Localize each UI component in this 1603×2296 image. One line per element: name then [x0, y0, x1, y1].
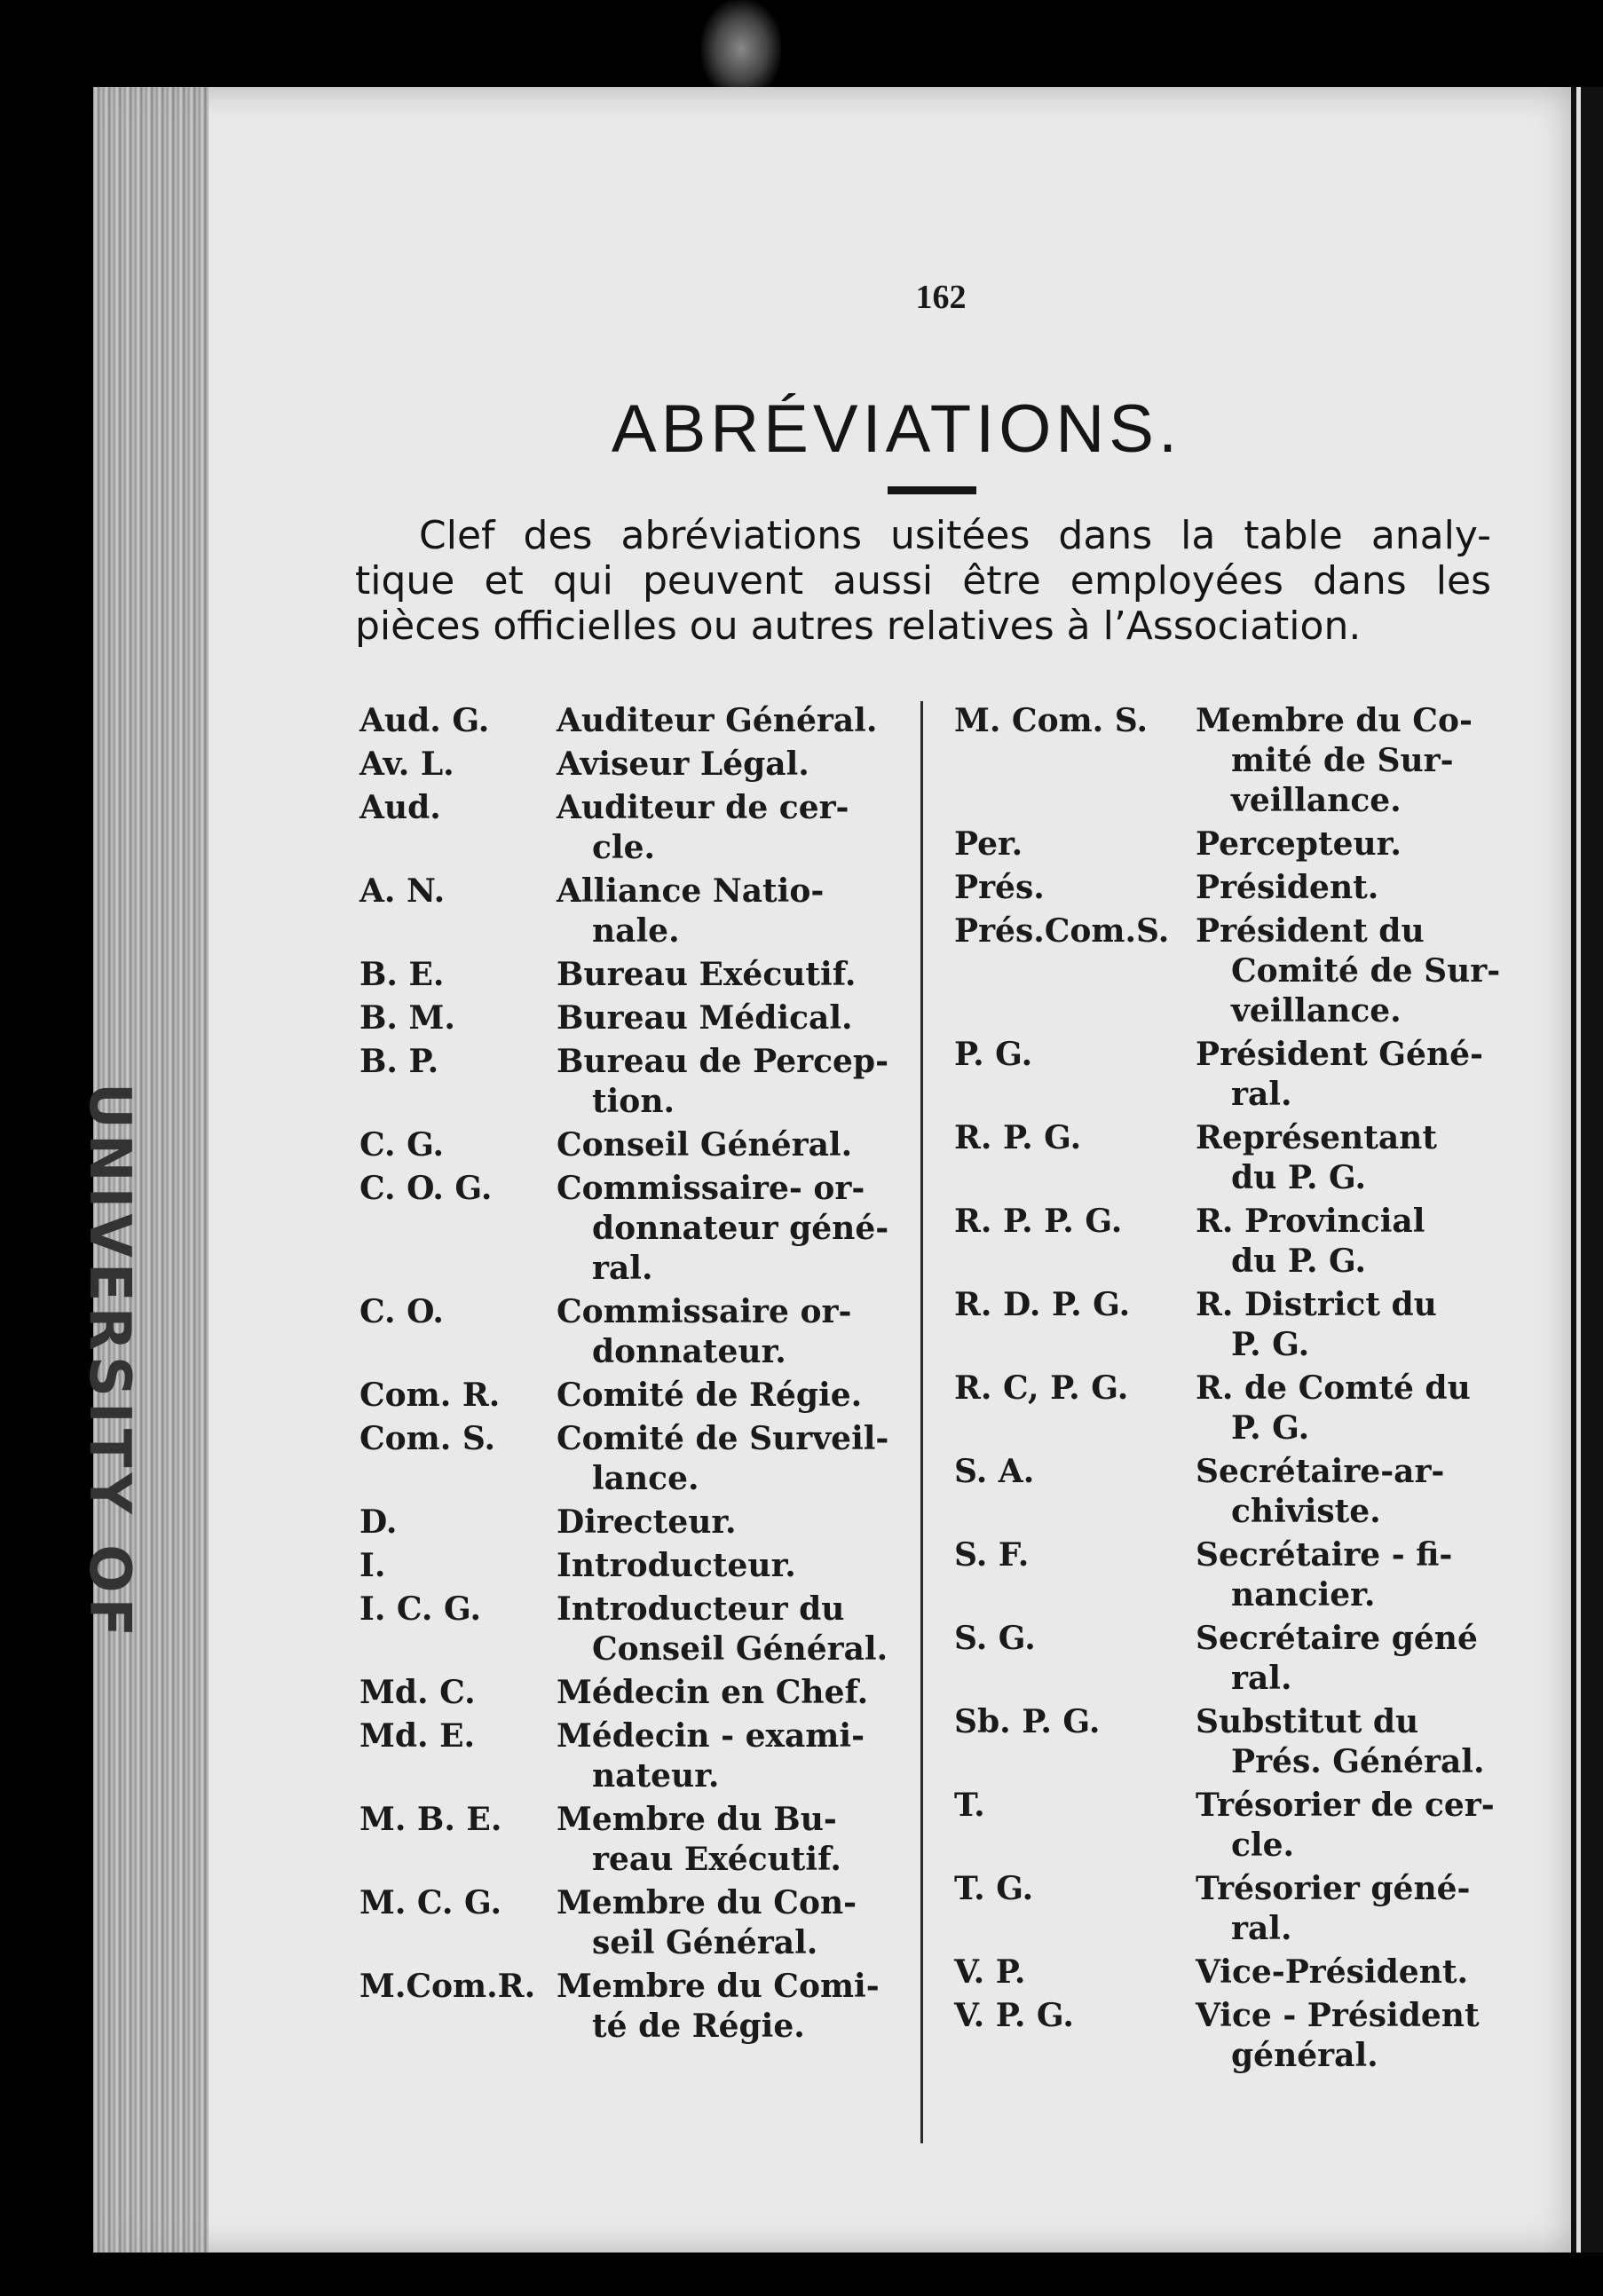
- abbreviation-code: Prés.: [954, 869, 1045, 906]
- abbreviation-entry: [954, 1035, 1491, 1115]
- definition-line: té de Régie.: [592, 2008, 805, 2045]
- abbreviation-code: M. B. E.: [359, 1801, 502, 1838]
- definition-line: Percepteur.: [1196, 825, 1402, 863]
- definition-line: Secrétaire-ar-: [1196, 1453, 1445, 1490]
- intro-line: pièces officielles ou autres relatives à l’Association.: [355, 604, 1362, 649]
- abbreviation-code: S. F.: [954, 1536, 1030, 1574]
- abbreviation-entry: [359, 1883, 905, 1963]
- abbreviation-definition: [557, 745, 905, 785]
- abbreviation-entry: [359, 1169, 905, 1289]
- abbreviation-code: Per.: [954, 825, 1023, 863]
- definition-line: cle.: [592, 829, 656, 866]
- scan-stain: [701, 0, 781, 98]
- definition-line: Commissaire or-: [557, 1293, 852, 1330]
- definition-line: Bureau Exécutif.: [557, 956, 857, 993]
- abbreviation-code: Aud.: [359, 789, 441, 826]
- abbreviation-code: Md. C.: [359, 1674, 476, 1711]
- definition-line: Membre du Bu-: [557, 1801, 837, 1838]
- abbreviation-definition: [557, 1883, 905, 1963]
- abbreviation-code: M. Com. S.: [954, 702, 1148, 739]
- definition-line: Alliance Natio-: [557, 872, 825, 910]
- abbreviation-definition: [557, 1169, 905, 1289]
- definition-line: nale.: [592, 912, 680, 950]
- definition-line: Comité de Sur-: [1231, 952, 1501, 990]
- abbreviation-entry: [359, 1292, 905, 1372]
- definition-line: reau Exécutif.: [592, 1841, 841, 1878]
- abbreviation-definition: [1196, 1619, 1491, 1699]
- abbreviation-code: A. N.: [359, 872, 446, 910]
- abbreviation-entry: [359, 1376, 905, 1416]
- definition-line: Vice-Président.: [1196, 1953, 1469, 1991]
- definition-line: Auditeur de cer-: [557, 789, 849, 826]
- abbreviation-code: Com. R.: [359, 1377, 501, 1414]
- definition-line: Conseil Général.: [557, 1126, 853, 1164]
- abbreviation-code: Md. E.: [359, 1717, 476, 1755]
- definition-line: seil Général.: [592, 1924, 818, 1961]
- abbreviation-entry: [359, 1967, 905, 2047]
- abbreviation-code: C. O. G.: [359, 1170, 493, 1207]
- definition-line: Substitut du: [1196, 1703, 1419, 1740]
- definition-line: R. District du: [1196, 1286, 1437, 1323]
- abbreviation-entry: [954, 1118, 1491, 1198]
- abbreviation-code: C. G.: [359, 1126, 445, 1164]
- abbreviation-definition: [557, 1125, 905, 1165]
- abbreviation-entry: [359, 1590, 905, 1669]
- abbreviation-definition: [1196, 1035, 1491, 1115]
- abbreviation-column-right: [954, 701, 1501, 2079]
- abbreviation-code: Com. S.: [359, 1420, 496, 1457]
- definition-line: ral.: [1231, 1910, 1292, 1947]
- abbreviation-entry: [954, 1285, 1491, 1365]
- abbreviation-definition: [1196, 701, 1491, 821]
- abbreviation-entry: [359, 1419, 905, 1499]
- abbreviation-definition: [557, 1800, 905, 1880]
- abbreviation-definition: [557, 1292, 905, 1372]
- page-number: 162: [915, 279, 967, 316]
- abbreviation-entry: [359, 1716, 905, 1796]
- abbreviation-definition: [1196, 825, 1491, 864]
- abbreviation-code: R. C, P. G.: [954, 1369, 1129, 1407]
- definition-line: Prés. Général.: [1231, 1743, 1485, 1780]
- abbreviation-code: M.Com.R.: [359, 1968, 536, 2005]
- page-edge-line: [1576, 87, 1581, 2253]
- abbreviation-definition: [1196, 1702, 1491, 1782]
- abbreviation-definition: [1196, 1285, 1491, 1365]
- abbreviation-definition: [557, 1376, 905, 1416]
- abbreviation-code: T. G.: [954, 1870, 1034, 1907]
- definition-line: chiviste.: [1231, 1493, 1381, 1530]
- abbreviation-code: M. C. G.: [359, 1884, 501, 1921]
- definition-line: Aviseur Légal.: [557, 746, 809, 783]
- abbreviation-column-left: [359, 701, 905, 2050]
- abbreviation-code: D.: [359, 1503, 398, 1541]
- abbreviation-definition: [557, 1590, 905, 1669]
- intro-paragraph: [355, 513, 1491, 649]
- definition-line: Comité de Régie.: [557, 1377, 863, 1414]
- abbreviation-code: R. D. P. G.: [954, 1286, 1131, 1323]
- definition-line: R. Provincial: [1196, 1203, 1425, 1240]
- abbreviation-entry: [359, 998, 905, 1038]
- definition-line: donnateur.: [592, 1333, 786, 1370]
- abbreviation-definition: [557, 1546, 905, 1586]
- abbreviation-definition: [1196, 1953, 1491, 1992]
- definition-line: Commissaire- or-: [557, 1170, 865, 1207]
- abbreviation-entry: [359, 955, 905, 995]
- abbreviation-entry: [954, 1786, 1495, 1866]
- definition-line: Président du: [1196, 912, 1425, 950]
- abbreviation-definition: [1196, 868, 1491, 908]
- spine-stamp: UNIVERSITY OF: [76, 1083, 142, 1643]
- definition-line: cle.: [1231, 1827, 1295, 1864]
- definition-line: R. de Comté du: [1196, 1369, 1471, 1407]
- definition-line: Représentant: [1196, 1119, 1437, 1156]
- definition-line: Médecin en Chef.: [557, 1674, 869, 1711]
- definition-line: Secrétaire géné: [1196, 1620, 1478, 1657]
- abbreviation-code: Sb. P. G.: [954, 1703, 1101, 1740]
- definition-line: Bureau de Percep-: [557, 1043, 889, 1080]
- abbreviation-code: Prés.Com.S.: [954, 912, 1170, 950]
- definition-line: Vice - Président: [1196, 1997, 1480, 2034]
- abbreviation-code: V. P.: [954, 1953, 1026, 1991]
- abbreviation-definition: [557, 788, 905, 868]
- definition-line: P. G.: [1231, 1326, 1310, 1363]
- definition-line: Conseil Général.: [592, 1630, 888, 1668]
- abbreviation-definition: [557, 1967, 905, 2047]
- abbreviation-code: R. P. G.: [954, 1119, 1082, 1156]
- abbreviation-definition: [557, 1673, 905, 1713]
- page-title: ABRÉVIATIONS.: [611, 391, 1182, 467]
- abbreviation-entry: [359, 745, 905, 785]
- abbreviation-entry: [359, 1673, 905, 1713]
- abbreviation-definition: [1196, 1452, 1491, 1532]
- abbreviation-code: S. G.: [954, 1620, 1036, 1657]
- abbreviation-entry: [954, 1202, 1491, 1282]
- abbreviation-definition: [1196, 1786, 1495, 1866]
- definition-line: nancier.: [1231, 1576, 1376, 1614]
- abbreviation-code: P. G.: [954, 1036, 1033, 1073]
- definition-line: veillance.: [1231, 782, 1402, 819]
- abbreviation-entry: [359, 1125, 905, 1165]
- definition-line: du P. G.: [1231, 1243, 1367, 1280]
- abbreviation-entry: [954, 868, 1491, 908]
- abbreviation-entry: [954, 1619, 1491, 1699]
- abbreviation-definition: [1196, 1996, 1491, 2076]
- definition-line: veillance.: [1231, 992, 1402, 1030]
- definition-line: Secrétaire - fi-: [1196, 1536, 1453, 1574]
- abbreviation-definition: [1196, 1369, 1491, 1448]
- definition-line: mité de Sur-: [1231, 742, 1454, 779]
- abbreviation-entry: [359, 1546, 905, 1586]
- intro-line: Clef des abréviations usitées dans la table analy-: [419, 513, 1491, 558]
- abbreviation-definition: [557, 998, 905, 1038]
- abbreviation-entry: [954, 1953, 1491, 1992]
- definition-line: P. G.: [1231, 1409, 1310, 1447]
- abbreviation-entry: [359, 1503, 905, 1543]
- abbreviation-code: B. P.: [359, 1043, 439, 1080]
- definition-line: tion.: [592, 1083, 675, 1120]
- abbreviation-definition: [557, 955, 905, 995]
- abbreviation-definition: [1196, 1535, 1491, 1615]
- abbreviation-code: T.: [954, 1787, 985, 1824]
- definition-line: ral.: [1231, 1660, 1292, 1697]
- abbreviation-entry: [954, 1452, 1491, 1532]
- abbreviation-entry: [954, 1702, 1491, 1782]
- abbreviation-code: B. E.: [359, 956, 445, 993]
- abbreviation-code: R. P. P. G.: [954, 1203, 1123, 1240]
- definition-line: Introducteur du: [557, 1590, 845, 1628]
- abbreviation-code: I.: [359, 1547, 386, 1584]
- definition-line: général.: [1231, 2037, 1378, 2074]
- abbreviation-entry: [954, 1869, 1491, 1949]
- abbreviation-code: C. O.: [359, 1293, 444, 1330]
- definition-line: ral.: [592, 1250, 653, 1287]
- abbreviation-definition: [557, 701, 905, 741]
- abbreviation-entry: [954, 1535, 1491, 1615]
- definition-line: donnateur géné-: [592, 1210, 889, 1247]
- definition-line: du P. G.: [1231, 1159, 1367, 1196]
- abbreviation-entry: [359, 1800, 905, 1880]
- definition-line: Membre du Co-: [1196, 702, 1473, 739]
- definition-line: nateur.: [592, 1757, 720, 1795]
- abbreviation-code: I. C. G.: [359, 1590, 481, 1628]
- column-divider: [920, 701, 923, 2143]
- abbreviation-entry: [359, 701, 905, 741]
- abbreviation-definition: [557, 1503, 905, 1543]
- definition-line: Membre du Con-: [557, 1884, 857, 1921]
- definition-line: Trésorier de cer-: [1196, 1787, 1495, 1824]
- definition-line: Introducteur.: [557, 1547, 796, 1584]
- abbreviation-entry: [954, 701, 1491, 821]
- definition-line: Membre du Comi-: [557, 1968, 880, 2005]
- definition-line: Bureau Médical.: [557, 999, 853, 1037]
- abbreviation-entry: [954, 825, 1491, 864]
- abbreviation-definition: [1196, 1869, 1491, 1949]
- abbreviation-code: B. M.: [359, 999, 455, 1037]
- abbreviation-definition: [1196, 911, 1500, 1031]
- abbreviation-definition: [557, 872, 905, 951]
- abbreviation-code: Aud. G.: [359, 702, 490, 739]
- definition-line: lance.: [592, 1460, 699, 1497]
- abbreviation-definition: [557, 1042, 905, 1122]
- definition-line: ral.: [1231, 1076, 1292, 1113]
- definition-line: Médecin - exami-: [557, 1717, 865, 1755]
- abbreviation-definition: [557, 1419, 905, 1499]
- definition-line: Comité de Surveil-: [557, 1420, 889, 1457]
- definition-line: Auditeur Général.: [557, 702, 878, 739]
- abbreviation-entry: [359, 872, 905, 951]
- abbreviation-code: V. P. G.: [954, 1997, 1074, 2034]
- definition-line: Président Géné-: [1196, 1036, 1483, 1073]
- abbreviation-entry: [359, 788, 905, 868]
- abbreviation-definition: [557, 1716, 905, 1796]
- abbreviation-definition: [1196, 1118, 1491, 1198]
- abbreviation-entry: [359, 1042, 905, 1122]
- definition-line: Trésorier géné-: [1196, 1870, 1471, 1907]
- abbreviation-code: Av. L.: [359, 746, 454, 783]
- title-rule: [888, 486, 976, 494]
- definition-line: Directeur.: [557, 1503, 737, 1541]
- abbreviation-entry: [954, 1996, 1491, 2076]
- abbreviation-code: S. A.: [954, 1453, 1035, 1490]
- definition-line: Président.: [1196, 869, 1379, 906]
- abbreviation-entry: [954, 1369, 1491, 1448]
- abbreviation-entry: [954, 911, 1501, 1031]
- intro-line: tique et qui peuvent aussi être employées dans les: [355, 558, 1491, 604]
- abbreviation-definition: [1196, 1202, 1491, 1282]
